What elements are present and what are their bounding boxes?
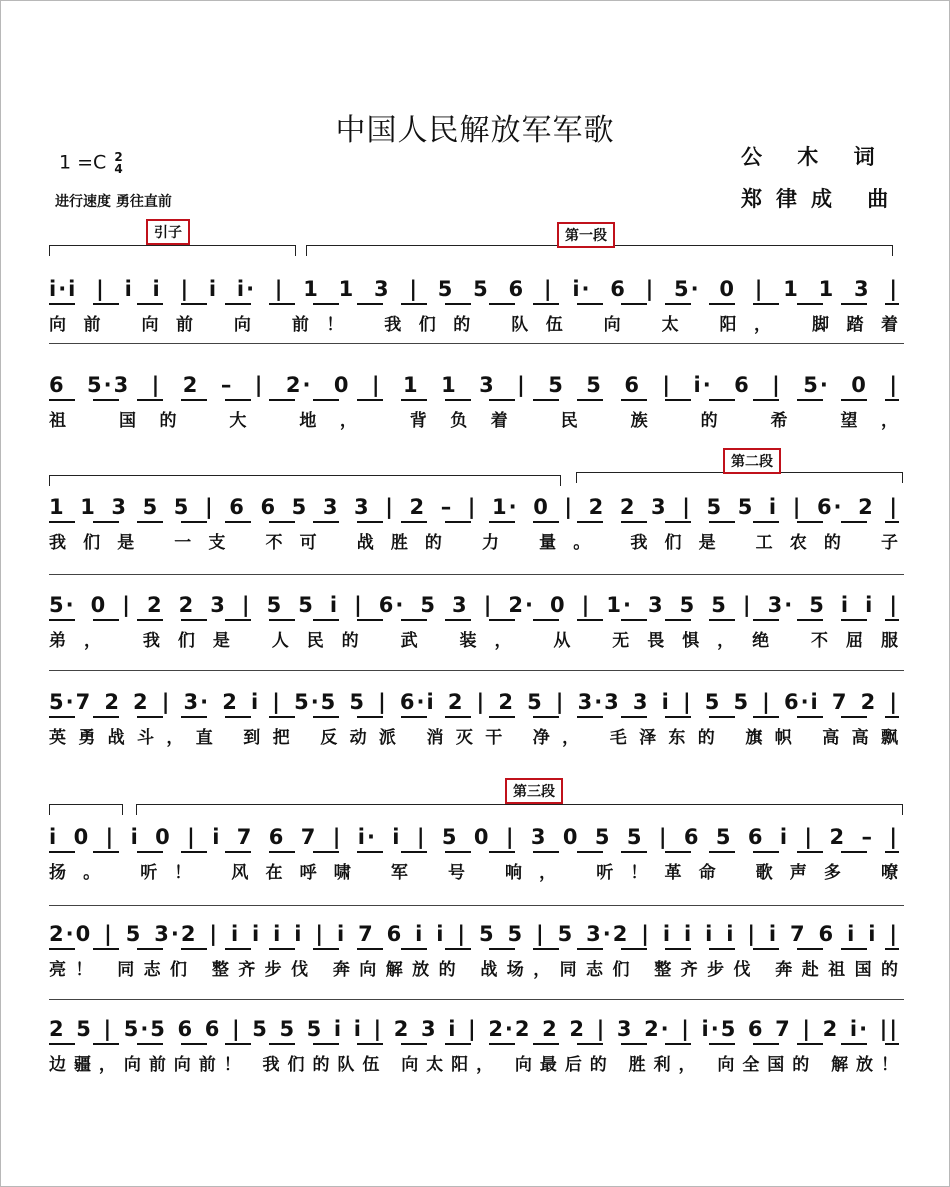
lyrics-line: 祖 国的 大 地， 背负着 民 族 的 希 望， (49, 411, 899, 431)
time-bottom: 4 (114, 162, 123, 176)
jianpu-notes: 2 5 | 5·5 6 6 | 5 5 5 i i | 2 3 i | 2·2 2 2 | 3 2· | i·5 6 7 | 2 i· || (49, 1017, 899, 1041)
beat-underline (49, 521, 899, 523)
song-title: 中国人民解放军军歌 (335, 113, 615, 148)
lyrics-line: 弟， 我们是 人民的 武 装， 从 无畏惧，绝 不屈服 (49, 631, 899, 651)
jianpu-notes: 5·7 2 2 | 3· 2 i | 5·5 5 | 6·i 2 | 2 5 | 3·3 3 i | 5 5 | 6·i 7 2 | (49, 690, 899, 714)
row-divider (49, 999, 904, 1000)
jianpu-notes: 6 5·3 | 2 – | 2· 0 | 1 1 3 | 5 5 6 | i· 6 | 5· 0 | (49, 373, 899, 397)
first-section-end-bracket (49, 475, 561, 486)
section-label-intro: 引子 (146, 219, 190, 245)
lyrics-line: 向前 向前 向 前！ 我们的 队伍 向 太 阳， 脚踏着 (49, 315, 899, 335)
row-divider (49, 670, 904, 671)
row-divider (49, 574, 904, 575)
composer-credit: 郑律成 曲 (741, 187, 903, 211)
jianpu-notes: 5· 0 | 2 2 3 | 5 5 i | 6· 5 3 | 2· 0 | 1· 3 5 5 | 3· 5 i i | (49, 593, 899, 617)
section-label-first: 第一段 (557, 222, 615, 248)
key-signature (59, 151, 123, 175)
jianpu-notes: i 0 | i 0 | i 7 6 7 | i· i | 5 0 | 3 0 5 5 | 6 5 6 i | 2 – | (49, 825, 899, 849)
section-label-second: 第二段 (723, 448, 781, 474)
beat-underline (49, 399, 899, 401)
lyrics-line: 边疆，向前向前！ 我们的队伍 向太阳， 向最后的 胜利， 向全国的 解放！ (49, 1055, 899, 1075)
jianpu-notes: i·i | i i | i i· | 1 1 3 | 5 5 6 | i· 6 | 5· 0 | 1 1 3 | (49, 277, 899, 301)
beat-underline (49, 619, 899, 621)
lyrics-line: 英勇战斗，直 到把 反动派 消灭干 净， 毛泽东的 旗帜 高高飘 (49, 728, 899, 748)
time-top: 2 (114, 150, 123, 164)
beat-underline (49, 948, 899, 950)
jianpu-notes: 1 1 3 5 5 | 6 6 5 3 3 | 2 – | 1· 0 | 2 2 3 | 5 5 i | 6· 2 | (49, 495, 899, 519)
lyricist-credit: 公 木 词 (741, 145, 889, 169)
time-signature (114, 151, 122, 175)
section-label-third: 第三段 (505, 778, 563, 804)
second-section-end-bracket (49, 804, 123, 815)
beat-underline (49, 1043, 899, 1045)
beat-underline (49, 851, 899, 853)
beat-underline (49, 303, 899, 305)
row-divider (49, 343, 904, 344)
intro-bracket (49, 245, 296, 256)
lyrics-line: 我们是 一支 不可 战胜的 力 量。 我们是 工农的 子 (49, 533, 899, 553)
lyrics-line: 亮！ 同志们 整齐步伐 奔向解放的 战场，同志们 整齐步伐 奔赴祖国的 (49, 960, 899, 980)
key-label: 1 =C (59, 151, 107, 174)
beat-underline (49, 716, 899, 718)
tempo-marking: 进行速度 勇往直前 (55, 194, 172, 210)
jianpu-notes: 2·0 | 5 3·2 | i i i i | i 7 6 i i | 5 5 | 5 3·2 | i i i i | i 7 6 i i | (49, 922, 899, 946)
third-section-bracket (136, 804, 903, 815)
lyrics-line: 扬。 听！ 风在呼啸 军 号 响， 听！革命 歌声多 嘹 (49, 863, 899, 883)
row-divider (49, 905, 904, 906)
